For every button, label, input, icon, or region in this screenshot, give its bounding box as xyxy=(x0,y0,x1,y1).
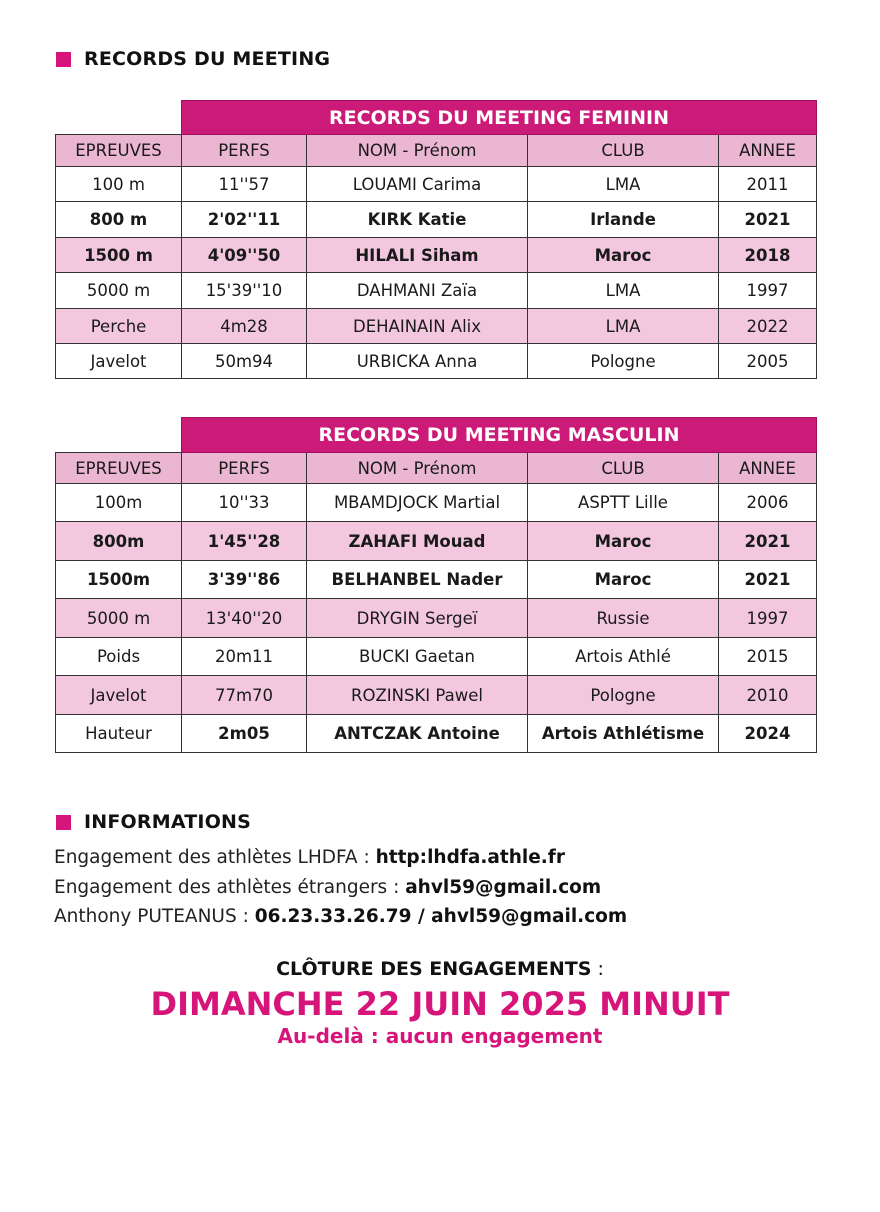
cell-perf: 4m28 xyxy=(182,309,307,344)
table-row xyxy=(56,676,817,715)
table-row xyxy=(56,202,817,238)
cell-club: Maroc xyxy=(528,238,719,273)
cell-club: Irlande xyxy=(528,202,719,238)
cell-epreuve: Perche xyxy=(56,309,182,344)
cell-club: Artois Athlé xyxy=(528,638,719,676)
cell-annee: 1997 xyxy=(719,599,817,638)
cell-annee: 2021 xyxy=(719,561,817,599)
col-header-perfs: PERFS xyxy=(182,135,307,167)
cell-epreuve: 100 m xyxy=(56,167,182,202)
cell-nom: DRYGIN Sergeï xyxy=(307,599,528,638)
records-table-feminin xyxy=(55,100,817,379)
cell-annee: 2010 xyxy=(719,676,817,715)
closing-label-text: CLÔTURE DES ENGAGEMENTS xyxy=(276,958,592,980)
cell-annee: 2022 xyxy=(719,309,817,344)
closing-note: Au-delà : aucun engagement xyxy=(277,1024,603,1048)
cell-club: Pologne xyxy=(528,344,719,379)
info-label: Engagement des athlètes LHDFA : xyxy=(54,847,376,868)
info-label: Anthony PUTEANUS : xyxy=(54,906,255,927)
cell-nom: ROZINSKI Pawel xyxy=(307,676,528,715)
closing-label xyxy=(0,958,880,980)
cell-annee: 2018 xyxy=(719,238,817,273)
cell-club: Russie xyxy=(528,599,719,638)
info-value-contact[interactable]: 06.23.33.26.79 / ahvl59@gmail.com xyxy=(254,906,628,927)
table-row xyxy=(56,273,817,309)
info-value-link[interactable]: http:lhdfa.athle.fr xyxy=(375,847,565,868)
table-row xyxy=(56,715,817,753)
cell-epreuve: 800m xyxy=(56,522,182,561)
cell-perf: 13'40''20 xyxy=(182,599,307,638)
col-header-club: CLUB xyxy=(528,453,719,484)
informations-section-title xyxy=(56,811,251,833)
cell-epreuve: 5000 m xyxy=(56,599,182,638)
records-section-title xyxy=(56,48,330,70)
informations-section-title-text: INFORMATIONS xyxy=(84,811,252,833)
cell-annee: 2021 xyxy=(719,522,817,561)
cell-nom: ZAHAFI Mouad xyxy=(307,522,528,561)
table-row xyxy=(56,522,817,561)
table-row xyxy=(56,344,817,379)
feminin-table-title: RECORDS DU MEETING FEMININ xyxy=(182,101,817,135)
cell-club: LMA xyxy=(528,273,719,309)
cell-perf: 11''57 xyxy=(182,167,307,202)
info-line-etrangers xyxy=(54,873,627,903)
table-header-row xyxy=(56,453,817,484)
cell-nom: BUCKI Gaetan xyxy=(307,638,528,676)
cell-nom: URBICKA Anna xyxy=(307,344,528,379)
cell-club: ASPTT Lille xyxy=(528,484,719,522)
cell-epreuve: Poids xyxy=(56,638,182,676)
cell-club: Maroc xyxy=(528,522,719,561)
cell-epreuve: 5000 m xyxy=(56,273,182,309)
col-header-annee: ANNEE xyxy=(719,453,817,484)
cell-annee: 2021 xyxy=(719,202,817,238)
masculin-table-title: RECORDS DU MEETING MASCULIN xyxy=(182,418,817,453)
cell-perf: 10''33 xyxy=(182,484,307,522)
cell-annee: 2005 xyxy=(719,344,817,379)
cell-epreuve: Javelot xyxy=(56,344,182,379)
col-header-nom: NOM - Prénom xyxy=(307,135,528,167)
table-row xyxy=(56,167,817,202)
cell-perf: 15'39''10 xyxy=(182,273,307,309)
cell-nom: MBAMDJOCK Martial xyxy=(307,484,528,522)
table-corner-blank xyxy=(56,101,182,135)
cell-perf: 3'39''86 xyxy=(182,561,307,599)
cell-club: LMA xyxy=(528,167,719,202)
cell-nom: ANTCZAK Antoine xyxy=(307,715,528,753)
bullet-square-icon xyxy=(56,815,71,830)
col-header-annee: ANNEE xyxy=(719,135,817,167)
cell-epreuve: Hauteur xyxy=(56,715,182,753)
records-section-title-text: RECORDS DU MEETING xyxy=(84,48,331,70)
cell-perf: 2m05 xyxy=(182,715,307,753)
info-label: Engagement des athlètes étrangers : xyxy=(54,876,406,898)
info-value-email[interactable]: ahvl59@gmail.com xyxy=(405,876,602,898)
cell-club: Artois Athlétisme xyxy=(528,715,719,753)
col-header-epreuves: EPREUVES xyxy=(56,135,182,167)
cell-nom: KIRK Katie xyxy=(307,202,528,238)
cell-perf: 2'02''11 xyxy=(182,202,307,238)
cell-annee: 2024 xyxy=(719,715,817,753)
cell-perf: 77m70 xyxy=(182,676,307,715)
cell-nom: DEHAINAIN Alix xyxy=(307,309,528,344)
table-header-row xyxy=(56,135,817,167)
informations-list xyxy=(54,843,627,932)
table-row xyxy=(56,484,817,522)
cell-nom: DAHMANI Zaïa xyxy=(307,273,528,309)
cell-club: LMA xyxy=(528,309,719,344)
col-header-perfs: PERFS xyxy=(182,453,307,484)
table-row xyxy=(56,238,817,273)
cell-club: Pologne xyxy=(528,676,719,715)
table-corner-blank xyxy=(56,418,182,453)
closing-date: DIMANCHE 22 JUIN 2025 MINUIT xyxy=(150,985,730,1023)
closing-label-colon: : xyxy=(591,958,604,980)
cell-epreuve: 1500m xyxy=(56,561,182,599)
cell-perf: 50m94 xyxy=(182,344,307,379)
cell-club: Maroc xyxy=(528,561,719,599)
cell-annee: 2011 xyxy=(719,167,817,202)
records-table-masculin xyxy=(55,417,817,753)
cell-epreuve: 100m xyxy=(56,484,182,522)
bullet-square-icon xyxy=(56,52,71,67)
table-row xyxy=(56,638,817,676)
cell-perf: 20m11 xyxy=(182,638,307,676)
cell-epreuve: 800 m xyxy=(56,202,182,238)
cell-annee: 1997 xyxy=(719,273,817,309)
cell-nom: HILALI Siham xyxy=(307,238,528,273)
table-row xyxy=(56,309,817,344)
col-header-club: CLUB xyxy=(528,135,719,167)
info-line-lhdfa xyxy=(54,843,627,873)
cell-nom: LOUAMI Carima xyxy=(307,167,528,202)
cell-epreuve: Javelot xyxy=(56,676,182,715)
cell-perf: 1'45''28 xyxy=(182,522,307,561)
cell-perf: 4'09''50 xyxy=(182,238,307,273)
cell-nom: BELHANBEL Nader xyxy=(307,561,528,599)
table-row xyxy=(56,599,817,638)
cell-epreuve: 1500 m xyxy=(56,238,182,273)
cell-annee: 2006 xyxy=(719,484,817,522)
col-header-nom: NOM - Prénom xyxy=(307,453,528,484)
table-row xyxy=(56,561,817,599)
cell-annee: 2015 xyxy=(719,638,817,676)
col-header-epreuves: EPREUVES xyxy=(56,453,182,484)
info-line-contact xyxy=(54,902,627,932)
